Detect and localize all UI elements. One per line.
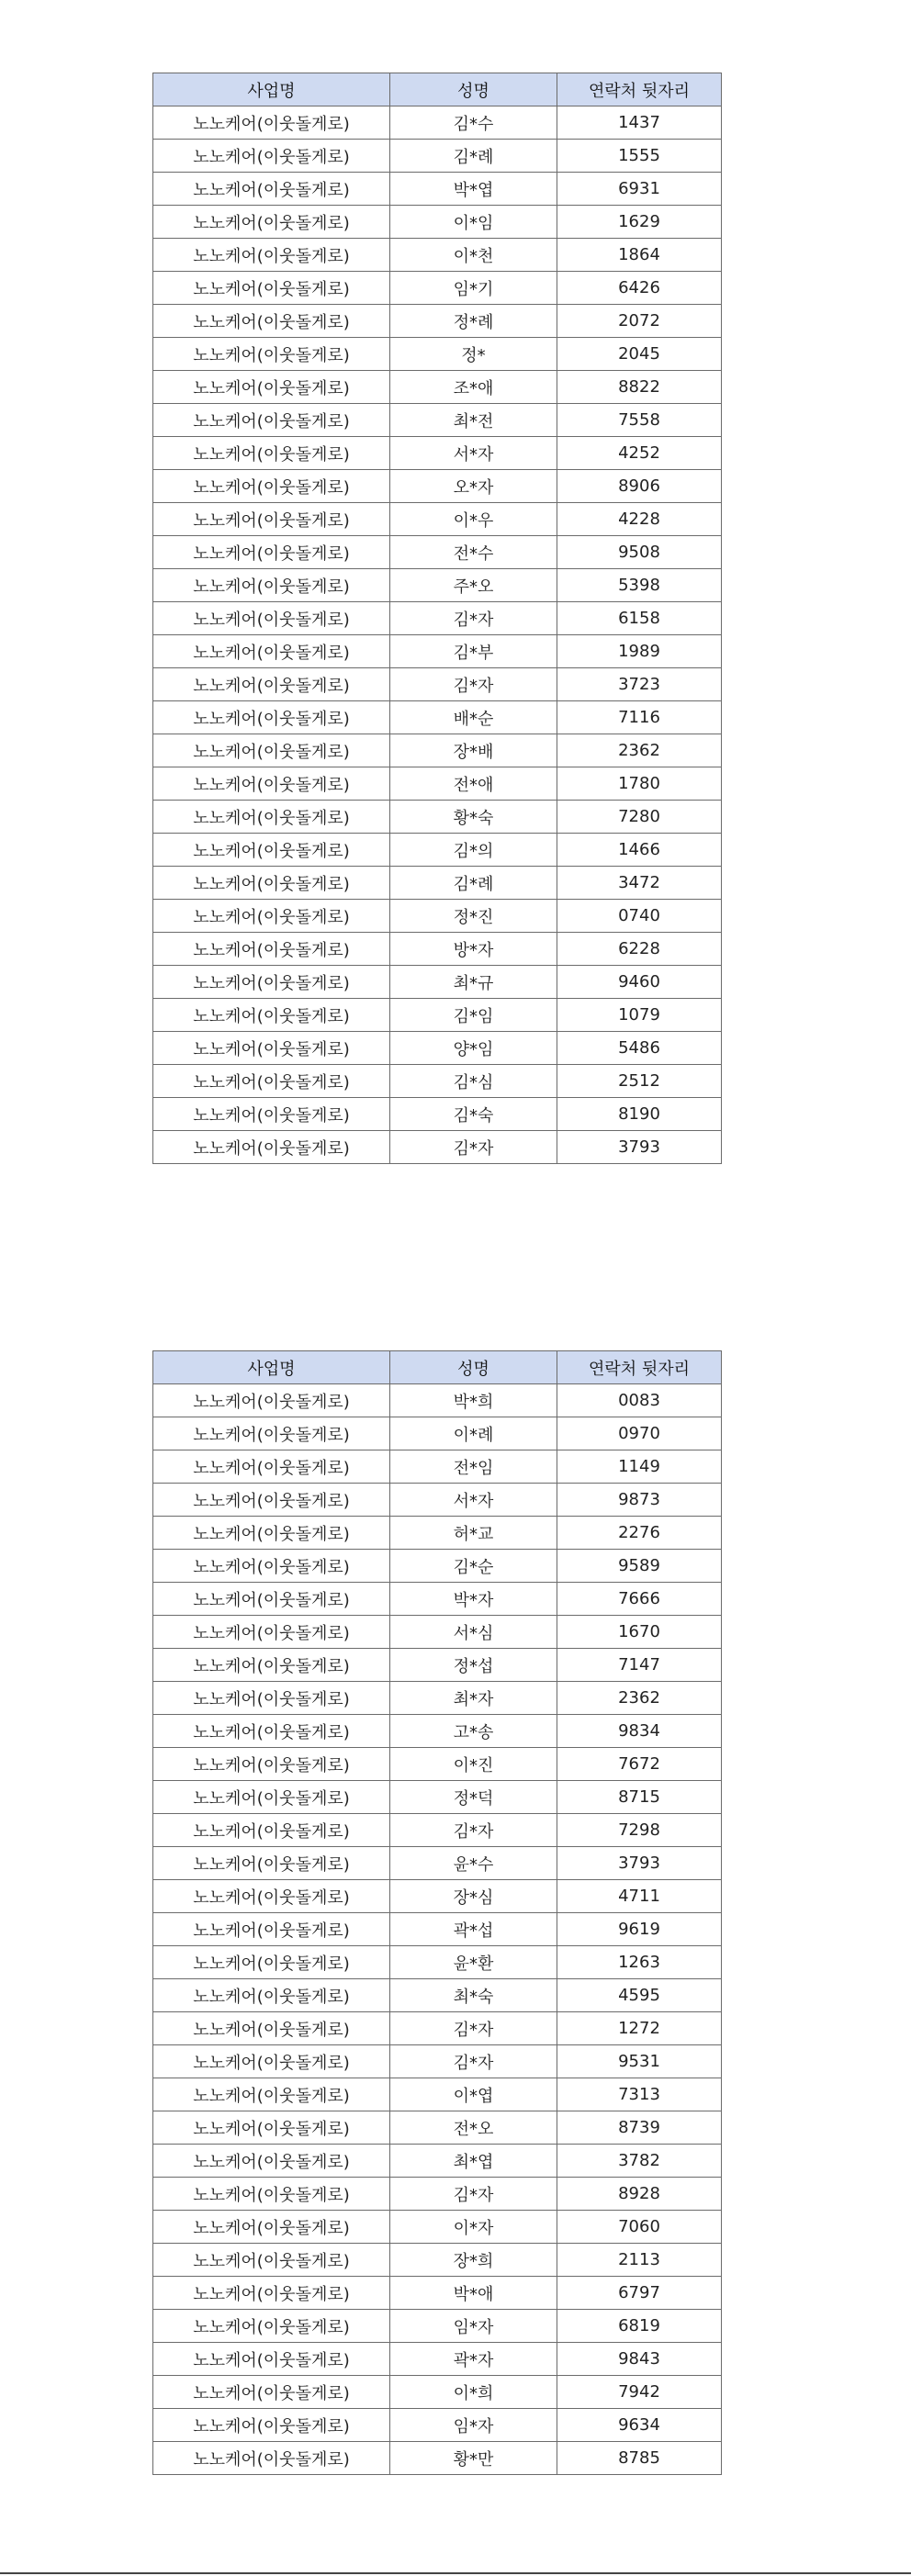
name-cell: 황*만: [390, 2442, 557, 2475]
table-row: [153, 701, 722, 734]
business-cell: 노노케어(이웃돌게로): [153, 635, 390, 668]
name-cell: 김*부: [390, 635, 557, 668]
name-cell: 전*애: [390, 767, 557, 801]
table-row: [153, 338, 722, 371]
name-cell: 이*임: [390, 206, 557, 239]
header-phone: 연락처 뒷자리: [557, 1351, 722, 1384]
business-cell: 노노케어(이웃돌게로): [153, 933, 390, 966]
business-cell: 노노케어(이웃돌게로): [153, 999, 390, 1032]
table-row: [153, 602, 722, 635]
name-cell: 주*오: [390, 569, 557, 602]
table-row: [153, 2343, 722, 2376]
table-row: [153, 272, 722, 305]
table-row: [153, 1748, 722, 1781]
business-cell: 노노케어(이웃돌게로): [153, 239, 390, 272]
business-cell: 노노케어(이웃돌게로): [153, 1649, 390, 1682]
table-row: [153, 767, 722, 801]
name-cell: 박*희: [390, 1384, 557, 1417]
table-row: [153, 106, 722, 140]
business-cell: 노노케어(이웃돌게로): [153, 2244, 390, 2277]
table-row: [153, 2178, 722, 2211]
table-row: [153, 1715, 722, 1748]
phone-cell: 7147: [557, 1649, 722, 1682]
name-cell: 윤*환: [390, 1946, 557, 1979]
table-row: [153, 470, 722, 503]
name-cell: 최*엽: [390, 2145, 557, 2178]
business-cell: 노노케어(이웃돌게로): [153, 272, 390, 305]
business-cell: 노노케어(이웃돌게로): [153, 1065, 390, 1098]
phone-cell: 7942: [557, 2376, 722, 2409]
table-body: [153, 106, 722, 1164]
name-cell: 곽*섭: [390, 1913, 557, 1946]
phone-cell: 6819: [557, 2310, 722, 2343]
phone-cell: 8822: [557, 371, 722, 404]
table-row: [153, 1649, 722, 1682]
business-cell: 노노케어(이웃돌게로): [153, 2178, 390, 2211]
name-cell: 배*순: [390, 701, 557, 734]
table-row: [153, 2310, 722, 2343]
name-cell: 박*애: [390, 2277, 557, 2310]
phone-cell: 9843: [557, 2343, 722, 2376]
name-cell: 김*자: [390, 1814, 557, 1847]
name-cell: 서*심: [390, 1616, 557, 1649]
business-cell: 노노케어(이웃돌게로): [153, 2211, 390, 2244]
phone-cell: 1437: [557, 106, 722, 140]
phone-cell: 6158: [557, 602, 722, 635]
phone-cell: 1272: [557, 2012, 722, 2045]
table-row: [153, 404, 722, 437]
name-cell: 이*천: [390, 239, 557, 272]
phone-cell: 1149: [557, 1450, 722, 1484]
phone-cell: 8739: [557, 2111, 722, 2145]
business-cell: 노노케어(이웃돌게로): [153, 371, 390, 404]
business-cell: 노노케어(이웃돌게로): [153, 536, 390, 569]
name-cell: 오*자: [390, 470, 557, 503]
business-cell: 노노케어(이웃돌게로): [153, 2145, 390, 2178]
table-row: [153, 305, 722, 338]
table-row: [153, 1450, 722, 1484]
phone-cell: 5398: [557, 569, 722, 602]
business-cell: 노노케어(이웃돌게로): [153, 173, 390, 206]
phone-cell: 0970: [557, 1417, 722, 1450]
business-cell: 노노케어(이웃돌게로): [153, 1682, 390, 1715]
name-cell: 최*규: [390, 966, 557, 999]
name-cell: 장*심: [390, 1880, 557, 1913]
table-row: [153, 900, 722, 933]
header-name: 성명: [390, 1351, 557, 1384]
table-row: [153, 2111, 722, 2145]
phone-cell: 9634: [557, 2409, 722, 2442]
table-row: [153, 1682, 722, 1715]
phone-cell: 9531: [557, 2045, 722, 2078]
table-row: [153, 536, 722, 569]
table-row: [153, 668, 722, 701]
business-cell: 노노케어(이웃돌게로): [153, 2277, 390, 2310]
phone-cell: 1989: [557, 635, 722, 668]
name-cell: 김*자: [390, 2178, 557, 2211]
phone-cell: 9619: [557, 1913, 722, 1946]
business-cell: 노노케어(이웃돌게로): [153, 437, 390, 470]
name-cell: 방*자: [390, 933, 557, 966]
name-cell: 정*: [390, 338, 557, 371]
business-cell: 노노케어(이웃돌게로): [153, 602, 390, 635]
phone-cell: 2512: [557, 1065, 722, 1098]
table-row: [153, 2045, 722, 2078]
phone-cell: 3793: [557, 1131, 722, 1164]
phone-cell: 1466: [557, 834, 722, 867]
phone-cell: 8785: [557, 2442, 722, 2475]
table-row: [153, 2012, 722, 2045]
phone-cell: 8715: [557, 1781, 722, 1814]
phone-cell: 8190: [557, 1098, 722, 1131]
header-business: 사업명: [153, 73, 390, 106]
phone-cell: 7298: [557, 1814, 722, 1847]
table-row: [153, 966, 722, 999]
business-cell: 노노케어(이웃돌게로): [153, 767, 390, 801]
table-row: [153, 2409, 722, 2442]
name-cell: 김*자: [390, 2012, 557, 2045]
name-cell: 전*오: [390, 2111, 557, 2145]
phone-cell: 1263: [557, 1946, 722, 1979]
business-cell: 노노케어(이웃돌게로): [153, 1979, 390, 2012]
phone-cell: 9873: [557, 1484, 722, 1517]
phone-cell: 4595: [557, 1979, 722, 2012]
business-cell: 노노케어(이웃돌게로): [153, 867, 390, 900]
business-cell: 노노케어(이웃돌게로): [153, 1131, 390, 1164]
table-row: [153, 437, 722, 470]
business-cell: 노노케어(이웃돌게로): [153, 1748, 390, 1781]
name-cell: 박*자: [390, 1583, 557, 1616]
name-cell: 이*희: [390, 2376, 557, 2409]
table-row: [153, 173, 722, 206]
name-cell: 김*숙: [390, 1098, 557, 1131]
table-row: [153, 239, 722, 272]
table-row: [153, 569, 722, 602]
table-row: [153, 1517, 722, 1550]
name-cell: 김*자: [390, 2045, 557, 2078]
name-cell: 조*애: [390, 371, 557, 404]
name-cell: 전*수: [390, 536, 557, 569]
business-cell: 노노케어(이웃돌게로): [153, 1616, 390, 1649]
phone-cell: 9460: [557, 966, 722, 999]
business-cell: 노노케어(이웃돌게로): [153, 1032, 390, 1065]
table-row: [153, 635, 722, 668]
phone-cell: 1780: [557, 767, 722, 801]
business-cell: 노노케어(이웃돌게로): [153, 1847, 390, 1880]
table-body: [153, 1384, 722, 2475]
phone-cell: 7060: [557, 2211, 722, 2244]
name-cell: 전*임: [390, 1450, 557, 1484]
business-cell: 노노케어(이웃돌게로): [153, 1781, 390, 1814]
business-cell: 노노케어(이웃돌게로): [153, 1384, 390, 1417]
table-row: [153, 2244, 722, 2277]
name-cell: 최*자: [390, 1682, 557, 1715]
business-cell: 노노케어(이웃돌게로): [153, 1715, 390, 1748]
name-cell: 윤*수: [390, 1847, 557, 1880]
name-cell: 김*의: [390, 834, 557, 867]
name-cell: 김*자: [390, 668, 557, 701]
phone-cell: 9589: [557, 1550, 722, 1583]
business-cell: 노노케어(이웃돌게로): [153, 1880, 390, 1913]
name-cell: 김*순: [390, 1550, 557, 1583]
phone-cell: 7116: [557, 701, 722, 734]
table-row: [153, 206, 722, 239]
header-phone: 연락처 뒷자리: [557, 73, 722, 106]
phone-cell: 2072: [557, 305, 722, 338]
name-cell: 최*숙: [390, 1979, 557, 2012]
name-cell: 허*교: [390, 1517, 557, 1550]
table-row: [153, 734, 722, 767]
business-cell: 노노케어(이웃돌게로): [153, 1450, 390, 1484]
phone-cell: 7313: [557, 2078, 722, 2111]
table-row: [153, 1065, 722, 1098]
name-cell: 최*전: [390, 404, 557, 437]
name-cell: 정*섭: [390, 1649, 557, 1682]
name-cell: 이*엽: [390, 2078, 557, 2111]
phone-cell: 4228: [557, 503, 722, 536]
phone-cell: 9508: [557, 536, 722, 569]
name-cell: 정*진: [390, 900, 557, 933]
business-cell: 노노케어(이웃돌게로): [153, 1583, 390, 1616]
business-cell: 노노케어(이웃돌게로): [153, 2078, 390, 2111]
name-cell: 황*숙: [390, 801, 557, 834]
phone-cell: 8906: [557, 470, 722, 503]
business-cell: 노노케어(이웃돌게로): [153, 2310, 390, 2343]
phone-cell: 8928: [557, 2178, 722, 2211]
table-row: [153, 1131, 722, 1164]
business-cell: 노노케어(이웃돌게로): [153, 966, 390, 999]
phone-cell: 2276: [557, 1517, 722, 1550]
name-cell: 김*수: [390, 106, 557, 140]
table-row: [153, 2376, 722, 2409]
table-row: [153, 1384, 722, 1417]
name-cell: 이*진: [390, 1748, 557, 1781]
business-cell: 노노케어(이웃돌게로): [153, 206, 390, 239]
phone-cell: 6931: [557, 173, 722, 206]
business-cell: 노노케어(이웃돌게로): [153, 404, 390, 437]
table-row: [153, 1583, 722, 1616]
participant-table-1: [152, 73, 722, 1164]
phone-cell: 3793: [557, 1847, 722, 1880]
business-cell: 노노케어(이웃돌게로): [153, 2442, 390, 2475]
table-row: [153, 834, 722, 867]
name-cell: 정*덕: [390, 1781, 557, 1814]
table-row: [153, 1946, 722, 1979]
phone-cell: 4711: [557, 1880, 722, 1913]
business-cell: 노노케어(이웃돌게로): [153, 701, 390, 734]
business-cell: 노노케어(이웃돌게로): [153, 338, 390, 371]
participant-table-2: [152, 1350, 722, 2475]
table-row: [153, 801, 722, 834]
name-cell: 이*우: [390, 503, 557, 536]
table-row: [153, 1979, 722, 2012]
table-row: [153, 867, 722, 900]
table-row: [153, 2145, 722, 2178]
name-cell: 김*임: [390, 999, 557, 1032]
phone-cell: 0083: [557, 1384, 722, 1417]
business-cell: 노노케어(이웃돌게로): [153, 2376, 390, 2409]
phone-cell: 2362: [557, 1682, 722, 1715]
name-cell: 정*례: [390, 305, 557, 338]
business-cell: 노노케어(이웃돌게로): [153, 503, 390, 536]
phone-cell: 6228: [557, 933, 722, 966]
table-row: [153, 2211, 722, 2244]
business-cell: 노노케어(이웃돌게로): [153, 900, 390, 933]
table-row: [153, 371, 722, 404]
business-cell: 노노케어(이웃돌게로): [153, 1517, 390, 1550]
name-cell: 장*배: [390, 734, 557, 767]
table-row: [153, 2442, 722, 2475]
phone-cell: 5486: [557, 1032, 722, 1065]
table-row: [153, 503, 722, 536]
table-row: [153, 1484, 722, 1517]
phone-cell: 1864: [557, 239, 722, 272]
table-row: [153, 140, 722, 173]
table-row: [153, 2078, 722, 2111]
table-header-row: [153, 73, 722, 106]
phone-cell: 3472: [557, 867, 722, 900]
table-row: [153, 1032, 722, 1065]
business-cell: 노노케어(이웃돌게로): [153, 569, 390, 602]
name-cell: 김*례: [390, 140, 557, 173]
business-cell: 노노케어(이웃돌게로): [153, 1946, 390, 1979]
name-cell: 김*자: [390, 602, 557, 635]
table-row: [153, 933, 722, 966]
phone-cell: 4252: [557, 437, 722, 470]
phone-cell: 6426: [557, 272, 722, 305]
business-cell: 노노케어(이웃돌게로): [153, 1417, 390, 1450]
page-bottom-divider: [0, 2572, 911, 2574]
business-cell: 노노케어(이웃돌게로): [153, 106, 390, 140]
name-cell: 이*자: [390, 2211, 557, 2244]
phone-cell: 7666: [557, 1583, 722, 1616]
business-cell: 노노케어(이웃돌게로): [153, 1913, 390, 1946]
phone-cell: 3782: [557, 2145, 722, 2178]
table-header-row: [153, 1351, 722, 1384]
phone-cell: 1629: [557, 206, 722, 239]
name-cell: 김*심: [390, 1065, 557, 1098]
table-row: [153, 1781, 722, 1814]
phone-cell: 6797: [557, 2277, 722, 2310]
phone-cell: 1670: [557, 1616, 722, 1649]
header-name: 성명: [390, 73, 557, 106]
name-cell: 임*자: [390, 2310, 557, 2343]
business-cell: 노노케어(이웃돌게로): [153, 1484, 390, 1517]
name-cell: 양*임: [390, 1032, 557, 1065]
business-cell: 노노케어(이웃돌게로): [153, 470, 390, 503]
table-row: [153, 2277, 722, 2310]
table-row: [153, 1847, 722, 1880]
phone-cell: 0740: [557, 900, 722, 933]
phone-cell: 7672: [557, 1748, 722, 1781]
business-cell: 노노케어(이웃돌게로): [153, 1814, 390, 1847]
name-cell: 서*자: [390, 1484, 557, 1517]
business-cell: 노노케어(이웃돌게로): [153, 140, 390, 173]
business-cell: 노노케어(이웃돌게로): [153, 834, 390, 867]
table-row: [153, 1814, 722, 1847]
business-cell: 노노케어(이웃돌게로): [153, 2045, 390, 2078]
phone-cell: 1555: [557, 140, 722, 173]
phone-cell: 2045: [557, 338, 722, 371]
table-row: [153, 1880, 722, 1913]
phone-cell: 7280: [557, 801, 722, 834]
table-row: [153, 1913, 722, 1946]
phone-cell: 7558: [557, 404, 722, 437]
business-cell: 노노케어(이웃돌게로): [153, 305, 390, 338]
phone-cell: 1079: [557, 999, 722, 1032]
name-cell: 임*기: [390, 272, 557, 305]
name-cell: 고*송: [390, 1715, 557, 1748]
header-business: 사업명: [153, 1351, 390, 1384]
business-cell: 노노케어(이웃돌게로): [153, 2111, 390, 2145]
name-cell: 서*자: [390, 437, 557, 470]
table-row: [153, 999, 722, 1032]
business-cell: 노노케어(이웃돌게로): [153, 734, 390, 767]
name-cell: 임*자: [390, 2409, 557, 2442]
table-row: [153, 1616, 722, 1649]
business-cell: 노노케어(이웃돌게로): [153, 1550, 390, 1583]
business-cell: 노노케어(이웃돌게로): [153, 2343, 390, 2376]
name-cell: 이*례: [390, 1417, 557, 1450]
table-row: [153, 1417, 722, 1450]
business-cell: 노노케어(이웃돌게로): [153, 2012, 390, 2045]
business-cell: 노노케어(이웃돌게로): [153, 2409, 390, 2442]
phone-cell: 2362: [557, 734, 722, 767]
name-cell: 김*자: [390, 1131, 557, 1164]
table-row: [153, 1098, 722, 1131]
phone-cell: 2113: [557, 2244, 722, 2277]
business-cell: 노노케어(이웃돌게로): [153, 801, 390, 834]
name-cell: 장*희: [390, 2244, 557, 2277]
name-cell: 박*엽: [390, 173, 557, 206]
phone-cell: 3723: [557, 668, 722, 701]
business-cell: 노노케어(이웃돌게로): [153, 1098, 390, 1131]
name-cell: 곽*자: [390, 2343, 557, 2376]
phone-cell: 9834: [557, 1715, 722, 1748]
table-row: [153, 1550, 722, 1583]
business-cell: 노노케어(이웃돌게로): [153, 668, 390, 701]
name-cell: 김*례: [390, 867, 557, 900]
